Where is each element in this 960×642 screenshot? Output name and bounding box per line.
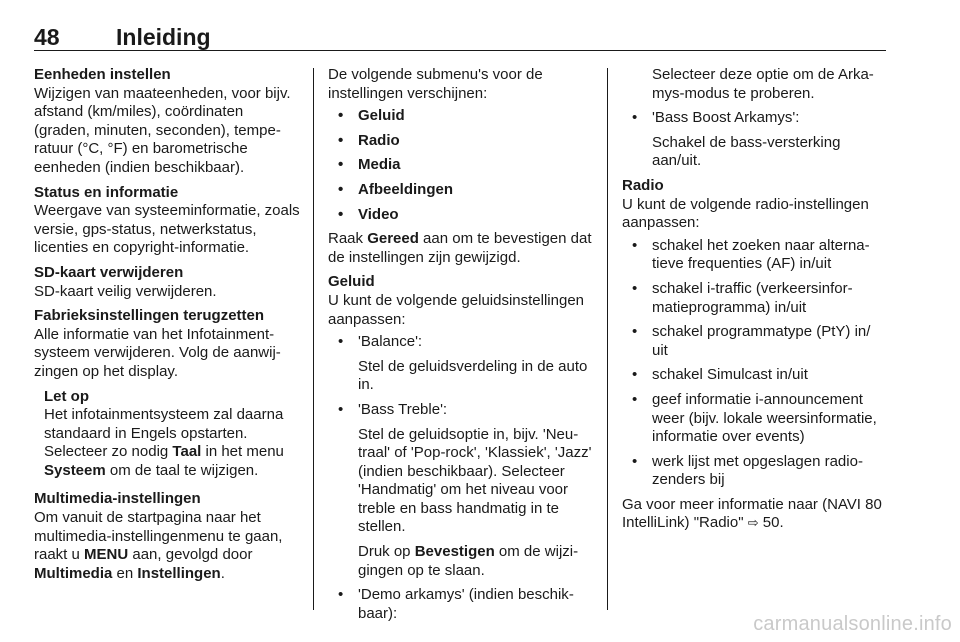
press-text-b: om de wijzigingen op te slaan. xyxy=(358,543,579,579)
balance-label: 'Balance': xyxy=(358,333,423,351)
mm-bold-menu: MENU xyxy=(84,546,129,564)
section-sd xyxy=(34,264,300,301)
bass-boost-desc: Schakel de bass-versterking aan/uit. xyxy=(652,133,841,170)
note-text-c: om de taal te wijzigen. xyxy=(105,461,259,479)
confirm-text-b: aan om te bevestigen dat de instellingen zijn gewijzigd. xyxy=(328,230,592,266)
submenu-intro: De volgende submenu's voor de instellingen verschijnen: xyxy=(328,66,543,102)
mm-bold-multimedia: Multimedia xyxy=(34,564,113,582)
section-multimedia xyxy=(34,490,300,583)
press-text-a: Druk op xyxy=(358,543,415,561)
treble-label: 'Bass Treble': xyxy=(358,400,448,418)
text-radio: U kunt de volgende radio-instellingen aanpassen: xyxy=(622,195,869,232)
submenu-item: • Geluid xyxy=(328,107,594,126)
section-radio xyxy=(622,177,888,490)
treble-press xyxy=(358,543,594,580)
column-1 xyxy=(34,66,300,589)
bass-boost-list xyxy=(622,109,888,171)
note-bold-systeem: Systeem xyxy=(44,461,106,479)
heading-radio: Radio xyxy=(622,176,664,194)
page-number: 48 xyxy=(34,24,60,50)
mm-text-d: . xyxy=(220,564,225,582)
mm-text-a: Om vanuit de startpagina naar het multimedia-instellingenmenu te gaan, raakt u xyxy=(34,509,283,564)
note-title: Let op xyxy=(44,387,89,405)
heading-sound: Geluid xyxy=(328,273,375,291)
more-text-a: Ga voor meer informatie naar (NAVI 80 IntelliLink) "Radio" xyxy=(622,495,882,532)
mm-text-b: aan, gevolgd door xyxy=(128,546,253,564)
radio-item: • schakel Simulcast in/uit xyxy=(622,366,888,385)
section-factory xyxy=(34,307,300,381)
heading-status: Status en informatie xyxy=(34,183,179,201)
mm-bold-instellingen: Instellingen xyxy=(137,564,221,582)
sound-item-balance xyxy=(328,333,594,395)
text-sd: SD-kaart veilig verwijderen. xyxy=(34,282,217,300)
radio-item: • werk lijst met opgeslagen radiozenders bij xyxy=(622,453,888,490)
submenu-item: • Media xyxy=(328,156,594,175)
arkamys-desc: Selecteer deze optie om de Arkamys-modus te proberen. xyxy=(652,66,874,102)
column-3 xyxy=(622,66,888,533)
submenu-item: • Afbeeldingen xyxy=(328,181,594,200)
more-text-b: 50. xyxy=(758,514,784,532)
column-divider-2 xyxy=(607,68,608,610)
sound-item-treble xyxy=(328,401,594,580)
text-units: Wijzigen van maateenheden, voor bijv. afstand (km/miles), coördinaten (graden, minuten, seconden), temperatuur (°C, °F) en barometrische eenheden (indien beschikbaar). xyxy=(34,84,291,176)
radio-item: • schakel programmatype (PtY) in/ uit xyxy=(622,323,888,360)
press-bold-bevestigen: Bevestigen xyxy=(414,543,495,561)
bass-boost-item xyxy=(622,109,888,171)
heading-multimedia: Multimedia-instellingen xyxy=(34,490,201,508)
submenu-list xyxy=(328,107,594,224)
note-box xyxy=(34,388,300,481)
note-text-b: in het menu xyxy=(201,443,284,461)
sound-item-arkamys xyxy=(328,586,594,623)
chapter-title: Inleiding xyxy=(116,24,211,50)
radio-item: • schakel het zoeken naar alternatieve frequenties (AF) in/uit xyxy=(622,237,888,274)
submenu-item: • Video xyxy=(328,206,594,225)
section-status xyxy=(34,184,300,258)
column-2 xyxy=(328,66,594,629)
confirm-text xyxy=(328,230,594,267)
watermark: carmanualsonline.info xyxy=(753,613,952,635)
heading-factory: Fabrieksinstellingen terugzetten xyxy=(34,307,265,325)
section-sound xyxy=(328,273,594,623)
submenu-item: • Radio xyxy=(328,132,594,151)
text-factory: Alle informatie van het Infotainmentsysteem verwijderen. Volg de aanwijzingen op het display. xyxy=(34,325,281,380)
note-text-a: Het infotainmentsysteem zal daarna standaard in Engels opstarten. Selecteer zo nodig xyxy=(44,406,284,461)
section-units xyxy=(34,66,300,178)
sound-list xyxy=(328,333,594,623)
column-divider-1 xyxy=(313,68,314,610)
text-status: Weergave van systeeminformatie, zoals versie, gps-status, netwerkstatus, licenties en copyright-informatie. xyxy=(34,202,300,257)
arkamys-label: 'Demo arkamys' (indien beschikbaar): xyxy=(358,586,574,622)
radio-item: • geef informatie i-announcement weer (bijv. lokale weersinformatie, informatie over events) xyxy=(622,391,888,447)
arrow-right-icon: ⇨ xyxy=(747,515,759,531)
heading-sd: SD-kaart verwijderen xyxy=(34,263,184,281)
radio-list xyxy=(622,237,888,490)
confirm-bold-gereed: Gereed xyxy=(367,230,419,248)
heading-units: Eenheden instellen xyxy=(34,66,171,83)
confirm-text-a: Raak xyxy=(328,230,368,248)
note-bold-taal: Taal xyxy=(172,443,202,461)
text-sound: U kunt de volgende geluidsinstellingen aanpassen: xyxy=(328,291,585,328)
page-header xyxy=(34,22,886,51)
balance-desc: Stel de geluidsverdeling in de auto in. xyxy=(358,357,588,394)
more-info xyxy=(622,496,888,533)
mm-text-c: en xyxy=(112,564,138,582)
treble-desc: Stel de geluidsoptie in, bijv. 'Neutraal' of 'Pop-rock', 'Klassiek', 'Jazz' (indien beschikbaar). Selecteer 'Handmatig' om het niveau voor treble en bass handmatig in te stellen. xyxy=(358,425,592,536)
radio-item: • schakel i-traffic (verkeersinformatieprogramma) in/uit xyxy=(622,280,888,317)
bass-boost-label: 'Bass Boost Arkamys': xyxy=(652,109,800,127)
